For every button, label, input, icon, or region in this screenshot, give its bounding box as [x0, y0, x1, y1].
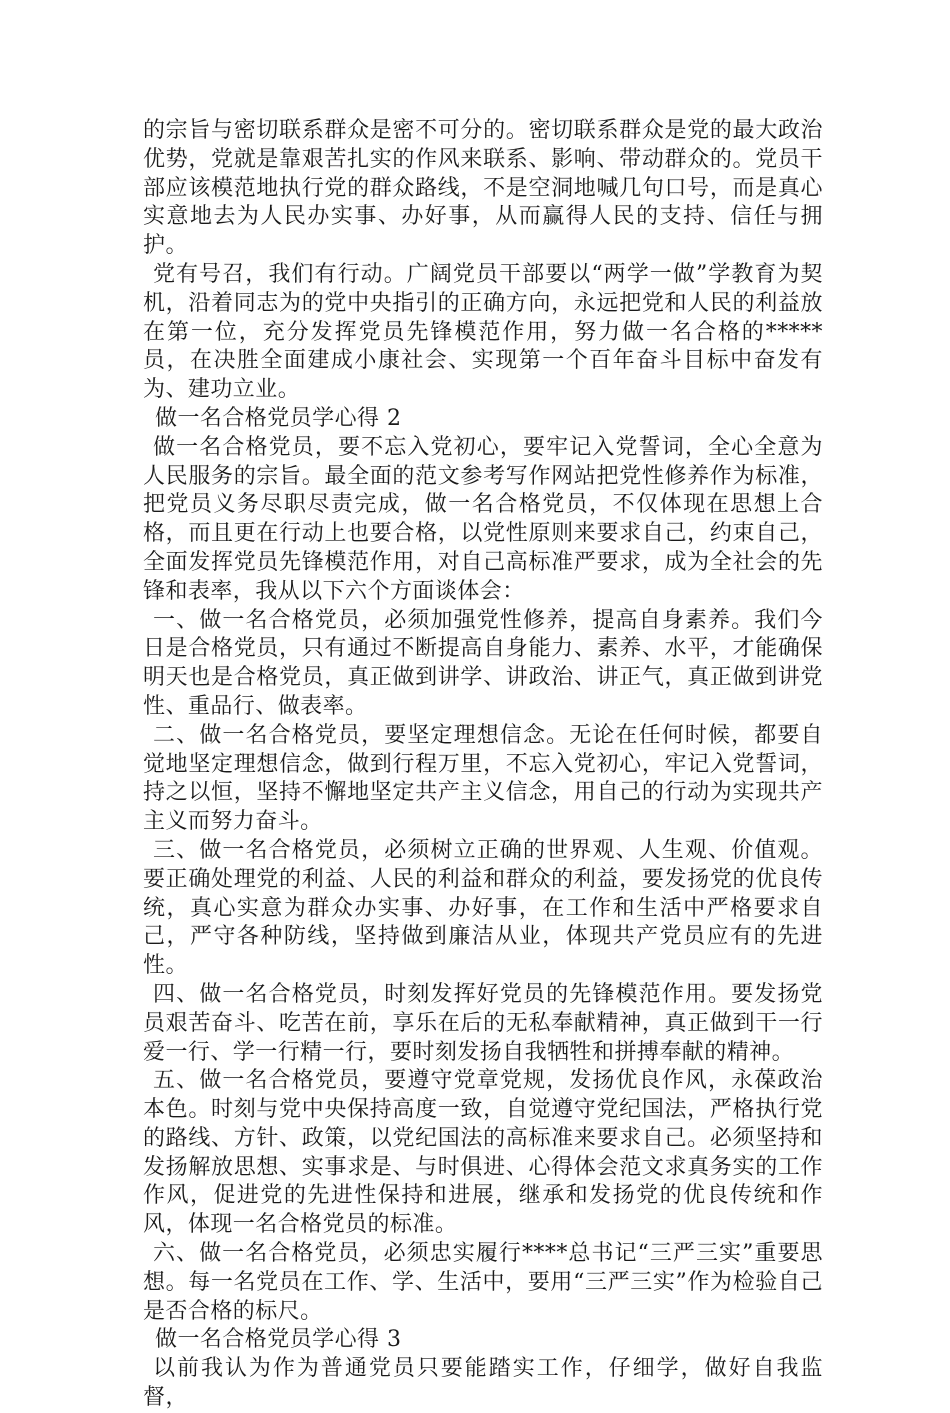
section-heading-2: 做一名合格党员学心得 2 [155, 405, 402, 431]
paragraph-point-5: 五、做一名合格党员，要遵守党章党规，发扬优良作风，永葆政治本色。时刻与党中央保持高度一致，自觉遵守党纪国法，严格执行党的路线、方针、政策，以党纪国法的高标准来要求自己。必须坚持和发扬解放思想、实事求是、与时俱进、心得体会范文求真务实的工作作风，促进党的先进性保持和进展，继承和发扬党的优良传统和作风，体现一名合格党员的标准。 [143, 1068, 823, 1238]
paragraph-point-4: 四、做一名合格党员，时刻发挥好党员的先锋模范作用。要发扬党员艰苦奋斗、吃苦在前，享乐在后的无私奉献精神，真正做到干一行爱一行、学一行精一行，要时刻发扬自我牺牲和拼搏奉献的精神。 [143, 981, 823, 1065]
paragraph-1: 的宗旨与密切联系群众是密不可分的。密切联系群众是党的最大政治优势，党就是靠艰苦扎实的作风来联系、影响、带动群众的。党员干部应该模范地执行党的群众路线，不是空洞地喊几句口号，而是真心实意地去为人民办实事、办好事，从而赢得人民的支持、信任与拥护。 [143, 118, 823, 259]
section-heading-3: 做一名合格党员学心得 3 [155, 1327, 402, 1353]
paragraph-2: 党有号召，我们有行动。广阔党员干部要以“两学一做”学教育为契机，沿着同志为的党中央指引的正确方向，永远把党和人民的利益放在第一位，充分发挥党员先锋模范作用，努力做一名合格的*****员，在决胜全面建成小康社会、实现第一个百年奋斗目标中奋发有为、建功立业。 [143, 261, 823, 403]
paragraph-point-1: 一、做一名合格党员，必须加强党性修养，提高自身素养。我们今日是合格党员，只有通过不断提高自身能力、素养、水平，才能确保明天也是合格党员，真正做到讲学、讲政治、讲正气，真正做到讲党性、重品行、做表率。 [143, 607, 823, 719]
paragraph-4: 以前我认为作为普通党员只要能踏实工作，仔细学，做好自我监督， [143, 1356, 823, 1411]
paragraph-point-2: 二、做一名合格党员，要坚定理想信念。无论在任何时候，都要自觉地坚定理想信念，做到行程万里，不忘入党初心，牢记入党誓词，持之以恒，坚持不懈地坚定共产主义信念，用自己的行动为实现共产主义而努力奋斗。 [143, 722, 823, 835]
paragraph-point-6: 六、做一名合格党员，必须忠实履行****总书记“三严三实”重要思想。每一名党员在工作、学、生活中，要用“三严三实”作为检验自己是否合格的标尺。 [143, 1241, 823, 1324]
paragraph-3: 做一名合格党员，要不忘入党初心，要牢记入党誓词，全心全意为人民服务的宗旨。最全面的范文参考写作网站把党性修养作为标准，把党员义务尽职尽责完成，做一名合格党员，不仅体现在思想上合格，而且更在行动上也要合格，以党性原则来要求自己，约束自己，全面发挥党员先锋模范作用，对自己高标准严要求，成为全社会的先锋和表率，我从以下六个方面谈体会： [143, 434, 823, 604]
paragraph-point-3: 三、做一名合格党员，必须树立正确的世界观、人生观、价值观。要正确处理党的利益、人民的利益和群众的利益，要发扬党的优良传统，真心实意为群众办实事、办好事，在工作和生活中严格要求自己，严守各种防线，坚持做到廉洁从业，体现共产党员应有的先进性。 [143, 837, 823, 979]
document-body [143, 117, 823, 1413]
